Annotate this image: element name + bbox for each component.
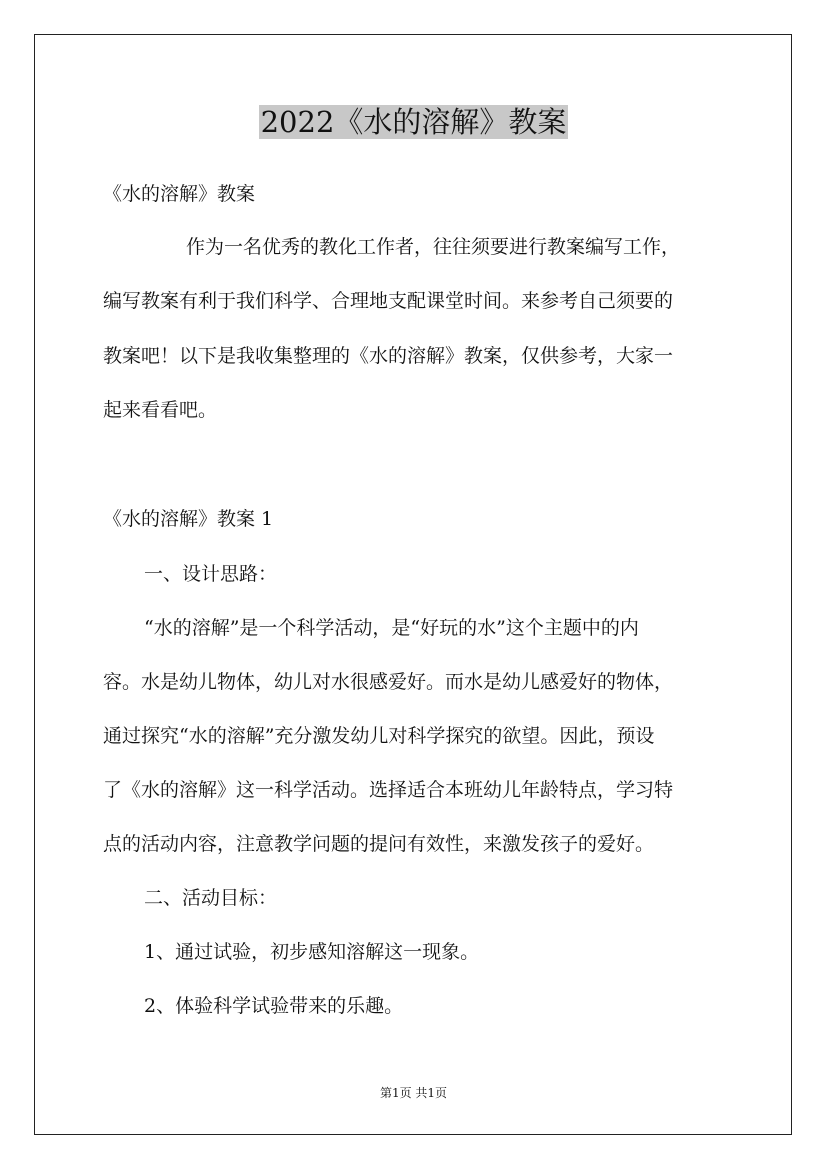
design-line-3: 通过探究“水的溶解”充分激发幼儿对科学探究的欲望。因此，预设	[103, 725, 655, 747]
goal-item-2: 2、体验科学试验带来的乐趣。	[144, 995, 404, 1017]
intro-line-3: 教案吧！以下是我收集整理的《水的溶解》教案，仅供参考，大家一	[103, 345, 674, 367]
design-line-2: 容。水是幼儿物体，幼儿对水很感爱好。而水是幼儿感爱好的物体，	[103, 671, 674, 693]
heading-goals: 二、活动目标：	[144, 887, 278, 909]
heading-design: 一、设计思路：	[144, 563, 278, 585]
document-title-text: 2022《水的溶解》教案	[260, 105, 567, 139]
design-line-1: “水的溶解”是一个科学活动，是“好玩的水”这个主题中的内	[144, 617, 639, 639]
design-line-5: 点的活动内容，注意教学问题的提问有效性，来激发孩子的爱好。	[103, 833, 655, 855]
design-line-4: 了《水的溶解》这一科学活动。选择适合本班幼儿年龄特点，学习特	[103, 779, 674, 801]
document-title	[0, 100, 827, 144]
subtitle: 《水的溶解》教案	[103, 183, 256, 205]
section-title: 《水的溶解》教案 1	[103, 508, 274, 530]
intro-line-1: 作为一名优秀的教化工作者，往往须要进行教案编写工作，	[186, 236, 681, 258]
goal-item-1: 1、通过试验，初步感知溶解这一现象。	[144, 941, 480, 963]
intro-line-4: 起来看看吧。	[103, 399, 218, 421]
intro-line-2: 编写教案有利于我们科学、合理地支配课堂时间。来参考自己须要的	[103, 290, 674, 312]
page-footer: 第1页 共1页	[379, 1086, 448, 1100]
